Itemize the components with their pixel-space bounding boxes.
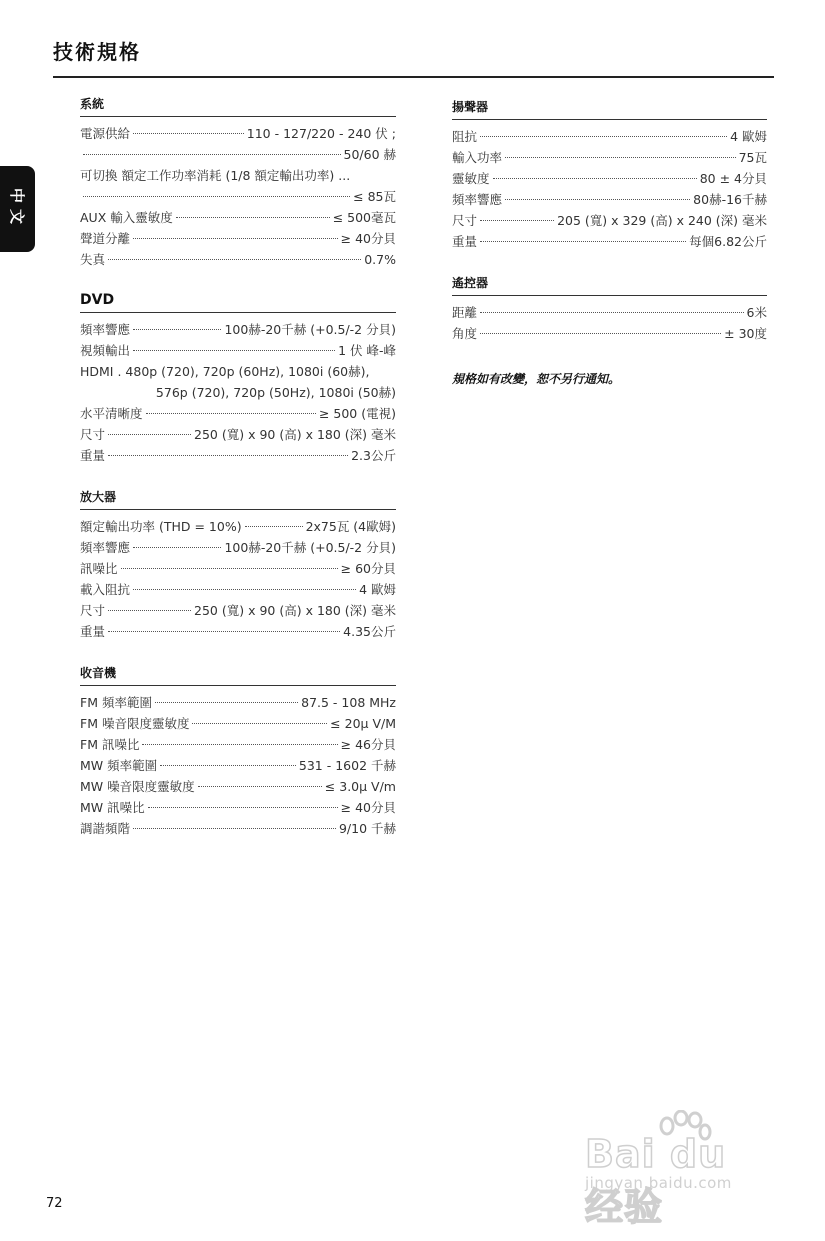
watermark-brand: Bai du 经验	[585, 1132, 727, 1229]
spec-label: FM 頻率範圍	[80, 695, 152, 710]
dot-leader	[505, 157, 736, 158]
spec-row	[80, 537, 396, 558]
spec-value: 531 - 1602 千赫	[298, 758, 396, 773]
spec-label: AUX 輸入靈敏度	[80, 210, 173, 225]
spec-section	[452, 98, 767, 252]
dot-leader	[133, 828, 336, 829]
dot-leader	[480, 241, 686, 242]
spec-label: 訊噪比	[80, 561, 118, 576]
section-heading: 遙控器	[452, 274, 767, 296]
dot-leader	[160, 765, 296, 766]
spec-row	[452, 147, 767, 168]
spec-value: 4.35公斤	[343, 624, 396, 639]
spec-value: 1 伏 峰-峰	[338, 343, 396, 358]
spec-value: 80赫-16千赫	[693, 192, 767, 207]
spec-value: 576p (720), 720p (50Hz), 1080i (50赫)	[155, 385, 396, 400]
dot-leader	[133, 329, 221, 330]
section-heading: 揚聲器	[452, 98, 767, 120]
dot-leader	[108, 631, 340, 632]
spec-value: 2.3公斤	[351, 448, 396, 463]
spec-row	[452, 168, 767, 189]
dot-leader	[108, 455, 348, 456]
spec-row	[80, 319, 396, 340]
spec-row	[452, 126, 767, 147]
spec-row	[80, 123, 396, 144]
watermark-url: jingyan.baidu.com	[585, 1174, 732, 1192]
spec-row	[80, 403, 396, 424]
spec-value: 9/10 千赫	[338, 821, 396, 836]
spec-row	[80, 249, 396, 270]
dot-leader	[493, 178, 697, 179]
spec-label: FM 噪音限度靈敏度	[80, 716, 190, 731]
language-tab-label: 中文	[8, 187, 26, 230]
spec-label: 可切換 額定工作功率消耗 (1/8 額定輸出功率) ...	[80, 168, 351, 183]
dot-leader	[146, 413, 316, 414]
spec-section	[452, 274, 767, 344]
spec-label: 阻抗	[452, 129, 478, 144]
dot-leader	[83, 196, 350, 197]
dot-leader	[505, 199, 690, 200]
spec-label: 失真	[80, 252, 106, 267]
spec-row	[80, 228, 396, 249]
spec-value: 75瓦	[738, 150, 767, 165]
dot-leader	[155, 702, 298, 703]
page-number: 72	[46, 1196, 63, 1211]
spec-row	[80, 361, 396, 382]
spec-row	[80, 340, 396, 361]
spec-row	[80, 445, 396, 466]
spec-value: ≥ 46分貝	[340, 737, 396, 752]
spec-label: 靈敏度	[452, 171, 490, 186]
right-column	[452, 98, 767, 387]
spec-row	[80, 797, 396, 818]
spec-value: 100赫-20千赫 (+0.5/-2 分貝)	[224, 322, 396, 337]
spec-value: 4 歐姆	[359, 582, 396, 597]
section-heading: 系統	[80, 95, 396, 117]
spec-label: 尺寸	[80, 603, 106, 618]
spec-value: ≥ 40分貝	[340, 800, 396, 815]
dot-leader	[480, 220, 554, 221]
spec-label: HDMI . 480p (720), 720p (60Hz), 1080i (60赫),	[80, 364, 370, 379]
dot-leader	[142, 744, 337, 745]
right-sections	[452, 98, 767, 344]
spec-row	[452, 302, 767, 323]
spec-value: ≥ 500 (電視)	[318, 406, 396, 421]
spec-section	[80, 488, 396, 642]
spec-row	[452, 210, 767, 231]
left-column	[80, 95, 396, 861]
spec-label: 尺寸	[80, 427, 106, 442]
spec-row	[80, 144, 396, 165]
spec-row	[452, 189, 767, 210]
spec-label: MW 頻率範圍	[80, 758, 158, 773]
spec-value: ≤ 500毫瓦	[332, 210, 396, 225]
spec-row	[80, 382, 396, 403]
spec-label: 尺寸	[452, 213, 478, 228]
spec-row	[80, 755, 396, 776]
spec-row	[80, 621, 396, 642]
dot-leader	[108, 434, 191, 435]
spec-section	[80, 664, 396, 839]
spec-row	[80, 600, 396, 621]
dot-leader	[198, 786, 322, 787]
spec-row	[80, 516, 396, 537]
spec-row	[452, 231, 767, 252]
spec-label: 角度	[452, 326, 478, 341]
spec-label: 水平清晰度	[80, 406, 143, 421]
dot-leader	[83, 154, 341, 155]
dot-leader	[133, 547, 221, 548]
dot-leader	[133, 589, 356, 590]
spec-row	[80, 165, 396, 186]
spec-section	[80, 95, 396, 270]
dot-leader	[192, 723, 327, 724]
spec-value: ± 30度	[724, 326, 767, 341]
spec-label: 聲道分離	[80, 231, 131, 246]
spec-row	[80, 207, 396, 228]
dot-leader	[245, 526, 303, 527]
spec-label: 輸入功率	[452, 150, 503, 165]
spec-section	[80, 292, 396, 466]
spec-value: 250 (寬) x 90 (高) x 180 (深) 毫米	[194, 603, 396, 618]
dot-leader	[148, 807, 338, 808]
spec-row	[80, 713, 396, 734]
spec-value: ≤ 3.0µ V/m	[324, 779, 396, 794]
spec-value: 205 (寬) x 329 (高) x 240 (深) 毫米	[557, 213, 767, 228]
spec-row	[80, 579, 396, 600]
spec-value: ≤ 20µ V/M	[330, 716, 396, 731]
spec-label: MW 噪音限度靈敏度	[80, 779, 195, 794]
spec-value: 250 (寬) x 90 (高) x 180 (深) 毫米	[194, 427, 396, 442]
spec-label: 頻率響應	[80, 322, 131, 337]
spec-value: 87.5 - 108 MHz	[301, 695, 396, 710]
spec-value: ≥ 40分貝	[340, 231, 396, 246]
spec-value: 6米	[746, 305, 767, 320]
spec-value: ≥ 60分貝	[340, 561, 396, 576]
language-tab	[0, 166, 35, 252]
dot-leader	[121, 568, 338, 569]
dot-leader	[480, 312, 744, 313]
spec-row	[80, 692, 396, 713]
watermark-logo	[585, 1110, 775, 1229]
spec-row	[452, 323, 767, 344]
spec-label: 重量	[452, 234, 478, 249]
dot-leader	[480, 136, 727, 137]
section-heading: 收音機	[80, 664, 396, 686]
spec-value: 100赫-20千赫 (+0.5/-2 分貝)	[224, 540, 396, 555]
dot-leader	[133, 350, 335, 351]
title-divider	[53, 76, 774, 78]
page-title: 技術規格	[53, 40, 141, 64]
spec-label: 額定輸出功率 (THD = 10%)	[80, 519, 242, 534]
section-heading: DVD	[80, 292, 396, 313]
spec-value: 4 歐姆	[730, 129, 767, 144]
spec-label: FM 訊噪比	[80, 737, 140, 752]
spec-label: 電源供給	[80, 126, 131, 141]
spec-label: 調諧頻階	[80, 821, 131, 836]
spec-label: 視頻輸出	[80, 343, 131, 358]
spec-label: 頻率響應	[80, 540, 131, 555]
spec-value: ≤ 85瓦	[353, 189, 396, 204]
spec-label: 重量	[80, 448, 106, 463]
spec-label: 載入阻抗	[80, 582, 131, 597]
spec-value: 50/60 赫	[343, 147, 396, 162]
spec-row	[80, 776, 396, 797]
dot-leader	[133, 238, 338, 239]
spec-value: 80 ± 4分貝	[699, 171, 767, 186]
dot-leader	[480, 333, 721, 334]
spec-label: 距離	[452, 305, 478, 320]
section-heading: 放大器	[80, 488, 396, 510]
spec-value: 每個6.82公斤	[689, 234, 767, 249]
spec-label: 重量	[80, 624, 106, 639]
dot-leader	[176, 217, 330, 218]
dot-leader	[108, 259, 361, 260]
spec-value: 110 - 127/220 - 240 伏 ;	[246, 126, 396, 141]
spec-value: 2x75瓦 (4歐姆)	[305, 519, 396, 534]
spec-label: MW 訊噪比	[80, 800, 145, 815]
spec-row	[80, 818, 396, 839]
spec-row	[80, 186, 396, 207]
spec-label: 頻率響應	[452, 192, 503, 207]
spec-value: 0.7%	[364, 252, 396, 267]
disclaimer-note: 規格如有改變，恕不另行通知。	[452, 372, 621, 386]
dot-leader	[108, 610, 191, 611]
spec-row	[80, 558, 396, 579]
spec-row	[80, 734, 396, 755]
dot-leader	[133, 133, 244, 134]
spec-row	[80, 424, 396, 445]
